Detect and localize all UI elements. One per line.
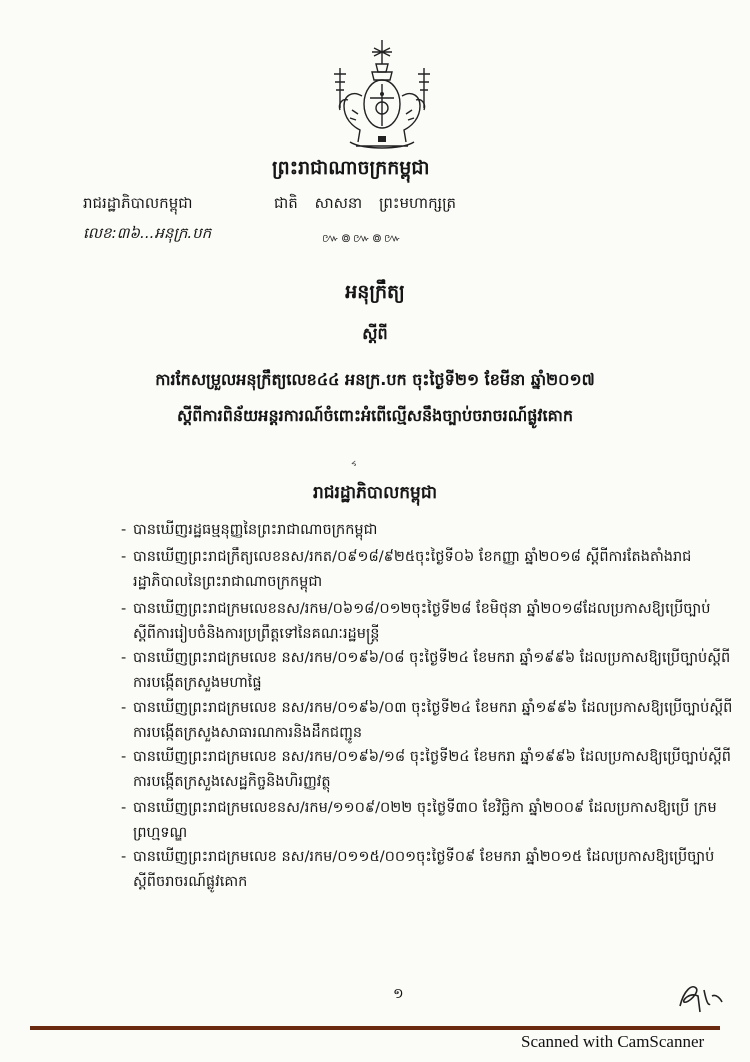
list-item-text: បានឃើញព្រះរាជក្រមលេខនស/រកម/១១០៩/០២២ ចុះថ្ងៃទី៣០ ខែវិច្ឆិកា ឆ្នាំ២០០៩ ដែលប្រកាសឱ្យប្រើ ក្រមព្រហ្មទណ្ឌ bbox=[133, 800, 717, 841]
list-item-text: បានឃើញព្រះរាជក្រមលេខ នស/រកម/០១៩៦/០៨ ចុះថ្ងៃទី២៤ ខែមករា ឆ្នាំ១៩៩៦ ដែលប្រកាសឱ្យប្រើច្បាប់ស្តីពីការបង្កើតក្រសួងមហាផ្ទៃ bbox=[133, 650, 731, 691]
footer-rule bbox=[30, 1026, 720, 1030]
list-item bbox=[121, 745, 733, 795]
list-item-text: បានឃើញព្រះរាជក្រមលេខ នស/រកម/០១១៥/០០១ចុះថ្ងៃទី០៩ ខែមករា ឆ្នាំ២០១៥ ដែលប្រកាសឱ្យប្រើច្បាប់ស្តីពីចរាចរណ៍ផ្លូវគោក bbox=[133, 849, 715, 890]
list-bullet: - bbox=[121, 849, 127, 865]
scanner-watermark: Scanned with CamScanner bbox=[521, 1032, 705, 1051]
list-item bbox=[121, 696, 733, 746]
list-item-text: បានឃើញរដ្ឋធម្មនុញ្ញនៃព្រះរាជាណាចក្រកម្ពុជា bbox=[133, 522, 378, 538]
list-bullet: - bbox=[121, 800, 127, 816]
list-item-text: បានឃើញព្រះរាជក្រមលេខនស/រកម/០៦១៨/០១២ចុះថ្ងៃទី២៨ ខែមិថុនា ឆ្នាំ២០១៨ដែលប្រកាសឱ្យប្រើច្បាប់ស្តីពីការរៀបចំនិងការប្រព្រឹត្តទៅនៃគណៈរដ្ឋមន្ត្រី bbox=[133, 601, 711, 642]
issuing-government: រាជរដ្ឋាភិបាលកម្ពុជា bbox=[83, 194, 193, 212]
list-bullet: - bbox=[121, 650, 127, 666]
list-item-text: បានឃើញព្រះរាជក្រមលេខ នស/រកម/០១៩៦/១៨ ចុះថ្ងៃទី២៤ ខែមករា ឆ្នាំ១៩៩៦ ដែលប្រកាសឱ្យប្រើច្បាប់ស្តីពីការបង្កើតក្រសួងសេដ្ឋកិច្ចនិងហិរញ្ញវត្ថុ bbox=[133, 749, 731, 790]
list-item-text: បានឃើញព្រះរាជក្រមលេខ នស/រកម/០១៩៦/០៣ ចុះថ្ងៃទី២៤ ខែមករា ឆ្នាំ១៩៩៦ ដែលប្រកាសឱ្យប្រើច្បាប់ស្តីពីការបង្កើតក្រសួងសាធារណការនិងដឹកជញ្ជូន bbox=[133, 700, 733, 741]
ornament-divider: ៚៙៚៙៚ bbox=[322, 231, 403, 245]
about-label: ស្តីពី bbox=[362, 324, 388, 343]
list-bullet: - bbox=[121, 700, 127, 716]
reference-number: លេខ:៣៦...អនុក្រ.បក bbox=[83, 224, 212, 242]
handwritten-initial-signature bbox=[674, 976, 726, 1016]
subject-line-2: ស្តីពីការពិន័យអន្តរការណ៍ចំពោះអំពើល្មើសនឹងច្បាប់ចរាចរណ៍ផ្លូវគោក bbox=[177, 406, 573, 425]
body-heading: រាជរដ្ឋាភិបាលកម្ពុជា bbox=[312, 483, 438, 503]
list-item bbox=[121, 518, 733, 543]
list-item bbox=[121, 597, 733, 647]
list-item bbox=[121, 646, 733, 696]
national-motto: ជាតិ សាសនា ព្រះមហាក្សត្រ bbox=[274, 194, 457, 212]
royal-coat-of-arms-icon bbox=[322, 38, 442, 156]
list-item bbox=[121, 545, 733, 595]
list-bullet: - bbox=[121, 601, 127, 617]
document-type-title: អនុក្រឹត្យ bbox=[345, 281, 405, 303]
page-number: ១ bbox=[393, 986, 404, 1002]
list-bullet: - bbox=[121, 749, 127, 765]
list-item bbox=[121, 845, 733, 895]
subject-line-1: ការកែសម្រួលអនុក្រឹត្យលេខ៤៤ អនក្រ.បក ចុះថ្ងៃទី២១ ខែមីនា ឆ្នាំ២០១៧ bbox=[155, 370, 595, 389]
list-bullet: - bbox=[121, 549, 127, 565]
kingdom-title: ព្រះរាជាណាចក្រកម្ពុជា bbox=[272, 157, 430, 179]
list-item-text: បានឃើញព្រះរាជក្រឹត្យលេខនស/រកត/០៩១៨/៩២៥ចុះថ្ងៃទី០៦ ខែកញ្ញា ឆ្នាំ២០១៨ ស្តីពីការតែងតាំងរាជរដ្ឋាភិបាលនៃព្រះរាជាណាចក្រកម្ពុជា bbox=[133, 549, 692, 590]
list-item bbox=[121, 796, 733, 846]
list-bullet: - bbox=[121, 522, 127, 538]
stray-mark: ៹ bbox=[351, 453, 357, 467]
